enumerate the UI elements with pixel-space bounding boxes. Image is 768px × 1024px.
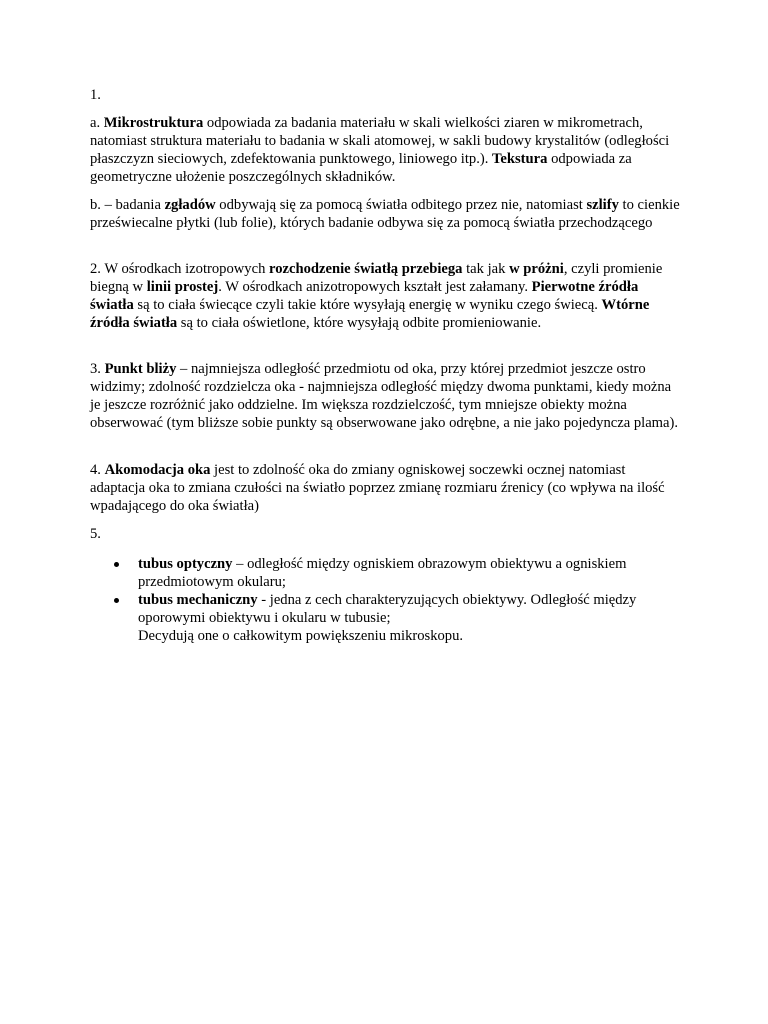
paragraph-1a — [90, 114, 680, 186]
bullet-list — [90, 555, 680, 645]
term-w-prozni: w próżni — [509, 261, 564, 277]
paragraph-text: tak jak — [462, 261, 510, 277]
term-tubus-optyczny: tubus optyczny — [138, 556, 233, 572]
paragraph-text: . W ośrodkach anizotropowych kształt jest załamany. — [218, 279, 532, 295]
term-linii-prostej: linii prostej — [146, 279, 219, 295]
paragraph-1b — [90, 196, 680, 232]
section-number-1 — [90, 86, 680, 104]
term-punkt-blizy: Punkt bliży — [104, 361, 177, 377]
bullet-icon — [114, 562, 119, 567]
paragraph-3 — [90, 360, 680, 432]
paragraph-2 — [90, 260, 680, 332]
term-mikrostruktura: Mikrostruktura — [103, 115, 204, 131]
paragraph-text: to cienkie przeświecalne płytki (lub folie), których badanie odbywa się za pomocą światła przechodzącego — [90, 197, 680, 231]
paragraph-prefix: a. — [90, 115, 104, 131]
list-item-extra-text: Decydują one o całkowitym powiększeniu mikroskopu. — [138, 628, 464, 644]
term-akomodacja-oka: Akomodacja oka — [104, 462, 211, 478]
paragraph-text: , czyli promienie biegną w — [90, 261, 663, 295]
term-tekstura: Tekstura — [492, 151, 548, 167]
bullet-icon — [114, 598, 119, 603]
list-item — [90, 591, 680, 645]
paragraph-prefix: 2. W ośrodkach izotropowych — [90, 261, 270, 277]
list-item — [90, 555, 680, 591]
paragraph-prefix: 3. — [90, 361, 105, 377]
paragraph-text: są to ciała świecące czyli takie które wysyłają energię w wyniku czego świecą. — [133, 297, 602, 313]
list-item-text: – odległość między ogniskiem obrazowym obiektywu a ogniskiem przedmiotowym okularu; — [138, 556, 627, 590]
section-number-text: 5. — [90, 526, 101, 542]
paragraph-text: odbywają się za pomocą światła odbitego przez nie, natomiast — [215, 197, 587, 213]
term-wtorne-zrodla: Wtórne źródła światła — [90, 297, 650, 331]
term-zgladow: zgładów — [164, 197, 216, 213]
paragraph-text: jest to zdolność oka do zmiany ogniskowej soczewki ocznej natomiast adaptacja oka to zmiana czułości na światło poprzez zmianę rozmiaru źrenicy (co wpływa na ilość wpadającego do oka światła) — [90, 462, 665, 514]
section-number-text: 1. — [90, 87, 101, 103]
paragraph-text: – najmniejsza odległość przedmiotu od oka, przy której przedmiot jeszcze ostro widzimy; zdolność rozdzielcza oka - najmniejsza odległość między dwoma punktami, kiedy można je jeszcze rozróżnić jako oddzielne. Im większa rozdzielczość, tym mniejsze obiekty można obserwować (tym bliższe sobie punkty są obserwowane jako odrębne, a nie jako pojedyncza plama). — [90, 361, 679, 431]
term-szlify: szlify — [586, 197, 619, 213]
paragraph-4 — [90, 461, 680, 515]
paragraph-prefix: b. – badania — [90, 197, 165, 213]
term-pierwotne-zrodla: Pierwotne źródła światła — [90, 279, 639, 313]
section-number-5 — [90, 525, 680, 543]
list-item-text: - jedna z cech charakteryzujących obiektywy. Odległość między oporowymi obiektywu i okularu w tubusie; — [138, 592, 637, 626]
paragraph-text: są to ciała oświetlone, które wysyłają odbite promieniowanie. — [177, 315, 542, 331]
paragraph-prefix: 4. — [90, 462, 105, 478]
paragraph-text: odpowiada za geometryczne ułożenie poszczególnych składników. — [90, 151, 632, 185]
term-tubus-mechaniczny: tubus mechaniczny — [138, 592, 258, 608]
paragraph-text: odpowiada za badania materiału w skali wielkości ziaren w mikrometrach, natomiast struktura materiału to badania w skali atomowej, w sakli budowy krystalitów (odległości płaszczyzn sieciowych, zdefektowania punktowego, liniowego itp.). — [90, 115, 670, 167]
term-rozchodzenie-swiatla: rozchodzenie światłą przebiega — [269, 261, 463, 277]
